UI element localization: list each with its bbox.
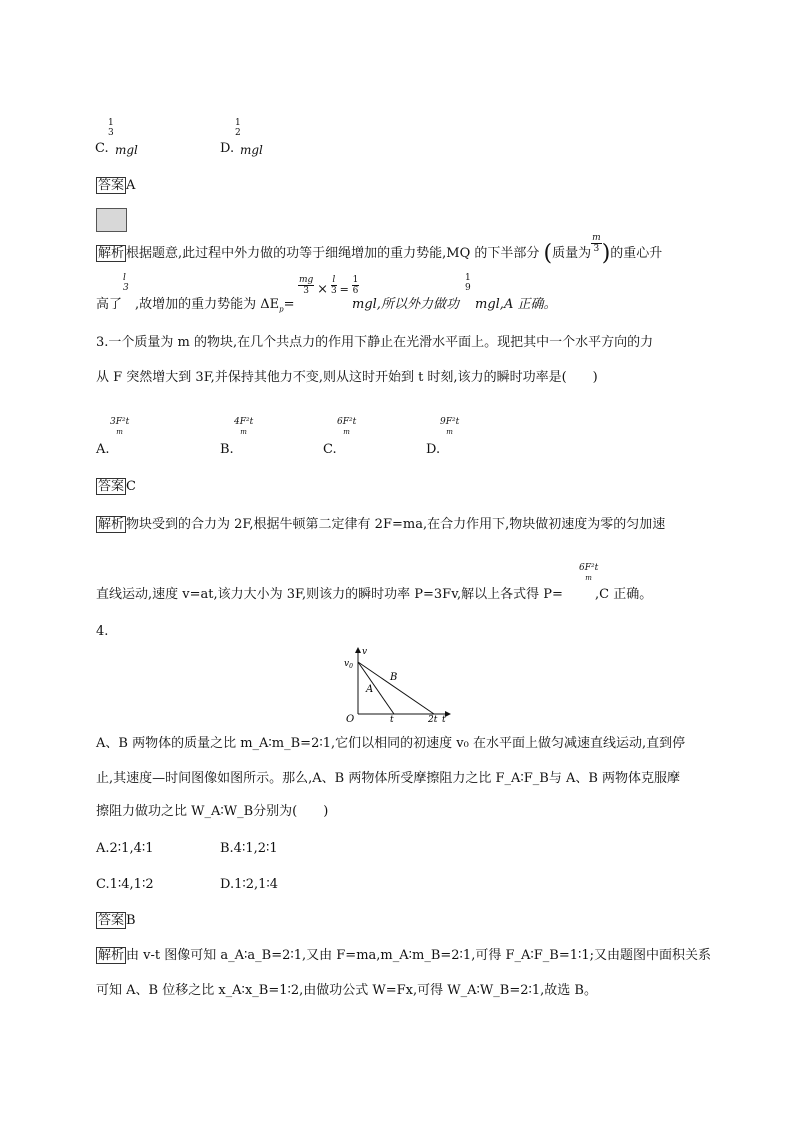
q4-analysis-line1 <box>96 947 711 965</box>
q3-option-c-fraction: 6F²t m <box>337 417 357 436</box>
q4-option-c: C.1∶4,1∶2 <box>96 877 154 892</box>
analysis-text: 由 v-t 图像可知 a_A∶a_B=2∶1,又由 F=ma,m_A∶m_B=2∶1,可得 F_A∶F_B=1∶1;又由题图中面积关系 <box>126 948 712 963</box>
q4-answer <box>96 912 136 930</box>
line-a-label: A <box>366 684 374 695</box>
line-a <box>358 662 394 714</box>
t1-label: t <box>390 715 394 722</box>
paren-open: ( <box>543 241 553 266</box>
q4-option-a: A.2∶1,4∶1 <box>96 841 154 856</box>
velocity-time-graph <box>338 644 458 722</box>
analysis-shaded-box <box>96 208 127 232</box>
v0-label: $v_0$ <box>344 659 353 670</box>
q2-option-c-expr: mgl <box>115 143 138 157</box>
fraction-1-6: $\frac{1}{6}$ <box>352 275 359 296</box>
q3-analysis-line1 <box>96 516 665 534</box>
answer-label: 答案 <box>98 479 125 494</box>
v-axis-label: v <box>362 647 368 657</box>
t-axis-label: t <box>442 715 446 722</box>
q2-option-c-label: C. <box>95 141 109 156</box>
q4-stem-line1: A、B 两物体的质量之比 m_A∶m_B=2∶1,它们以相同的初速度 v₀ 在水平面上做匀减速直线运动,直到停 <box>96 736 686 751</box>
q3-stem-line1: 3.一个质量为 m 的物块,在几个共点力的作用下静止在光滑水平面上。现把其中一个水平方向的力 <box>96 335 654 350</box>
q3-answer <box>96 478 136 496</box>
line-b-label: B <box>390 672 398 683</box>
q4-number: 4. <box>96 624 109 639</box>
q2-answer <box>96 177 135 195</box>
q4-option-d: D.1∶2,1∶4 <box>220 877 279 892</box>
q2-analysis-line2-c: mgl,所以外力做功 <box>352 297 459 312</box>
t2-label: 2t <box>428 715 438 722</box>
q2-analysis-line2-b: ,故增加的重力势能为 $\Delta E_p=$ <box>135 297 295 314</box>
fraction-mg-3: $\frac{mg}{3}$ <box>299 275 314 296</box>
mass-label: 质量为 <box>552 246 592 261</box>
analysis-label: 解析 <box>98 948 125 963</box>
analysis-text-tail: 的重心升 <box>610 246 663 261</box>
paren-close: ) <box>601 241 611 266</box>
q3-option-a-fraction: 3F²t m <box>110 417 130 436</box>
q2-analysis-line2: 高了 <box>96 297 123 312</box>
q2-analysis-line1 <box>96 233 663 266</box>
q3-analysis-line2-b: ,C 正确。 <box>595 587 653 602</box>
fraction-1-3: $\frac{l}{3}$ <box>330 275 337 296</box>
q2-analysis-line2-d: mgl,A 正确。 <box>475 297 557 312</box>
fraction-1-9: 1 9 <box>465 273 471 293</box>
fraction-m-3: $\frac{m}{3}$ <box>592 233 601 254</box>
analysis-label: 解析 <box>98 246 125 261</box>
analysis-text: 物块受到的合力为 2F,根据牛顿第二定律有 2F=ma,在合力作用下,物块做初速度为零的匀加速 <box>126 517 666 532</box>
answer-value: A <box>126 178 136 193</box>
origin-label: O <box>346 714 355 722</box>
answer-label: 答案 <box>98 178 125 193</box>
q3-analysis-fraction: 6F²t m <box>579 563 599 582</box>
q4-stem-line3: 擦阻力做功之比 W_A∶W_B分别为( ) <box>96 804 329 819</box>
q2-option-d-expr: mgl <box>240 143 263 157</box>
q3-option-d-fraction: 9F²t m <box>440 417 460 436</box>
q2-option-d-fraction: 1 2 <box>235 118 241 138</box>
analysis-label: 解析 <box>98 517 125 532</box>
analysis-text: 根据题意,此过程中外力做的功等于细绳增加的重力势能,MQ 的下半部分 <box>126 246 540 261</box>
fraction-l-3: l 3 <box>123 273 129 293</box>
q2-energy-expression: $\frac{mg}{3}$ × $\frac{l}{3}$ = $\frac{1}{6}$ <box>299 275 359 297</box>
q4-analysis-line2: 可知 A、B 位移之比 x_A∶x_B=1∶2,由做功公式 W=Fx,可得 W_A∶W_B=2∶1,故选 B。 <box>96 983 597 998</box>
answer-value: B <box>126 913 136 928</box>
q4-stem-line2: 止,其速度—时间图像如图所示。那么,A、B 两物体所受摩擦阻力之比 F_A∶F_B与 A、B 两物体克服摩 <box>96 771 681 786</box>
q3-stem-line2: 从 F 突然增大到 3F,并保持其他力不变,则从这时开始到 t 时刻,该力的瞬时功率是( ) <box>96 370 598 385</box>
q2-option-d-label: D. <box>220 141 235 156</box>
q3-analysis-line2: 直线运动,速度 v=at,该力大小为 3F,则该力的瞬时功率 P=3Fv,解以上各式得 P= <box>96 587 563 602</box>
answer-label: 答案 <box>98 913 125 928</box>
q2-option-c-fraction: 1 3 <box>108 118 114 138</box>
answer-value: C <box>126 479 136 494</box>
q4-option-b: B.4∶1,2∶1 <box>220 841 278 856</box>
q3-option-b-fraction: 4F²t m <box>234 417 254 436</box>
